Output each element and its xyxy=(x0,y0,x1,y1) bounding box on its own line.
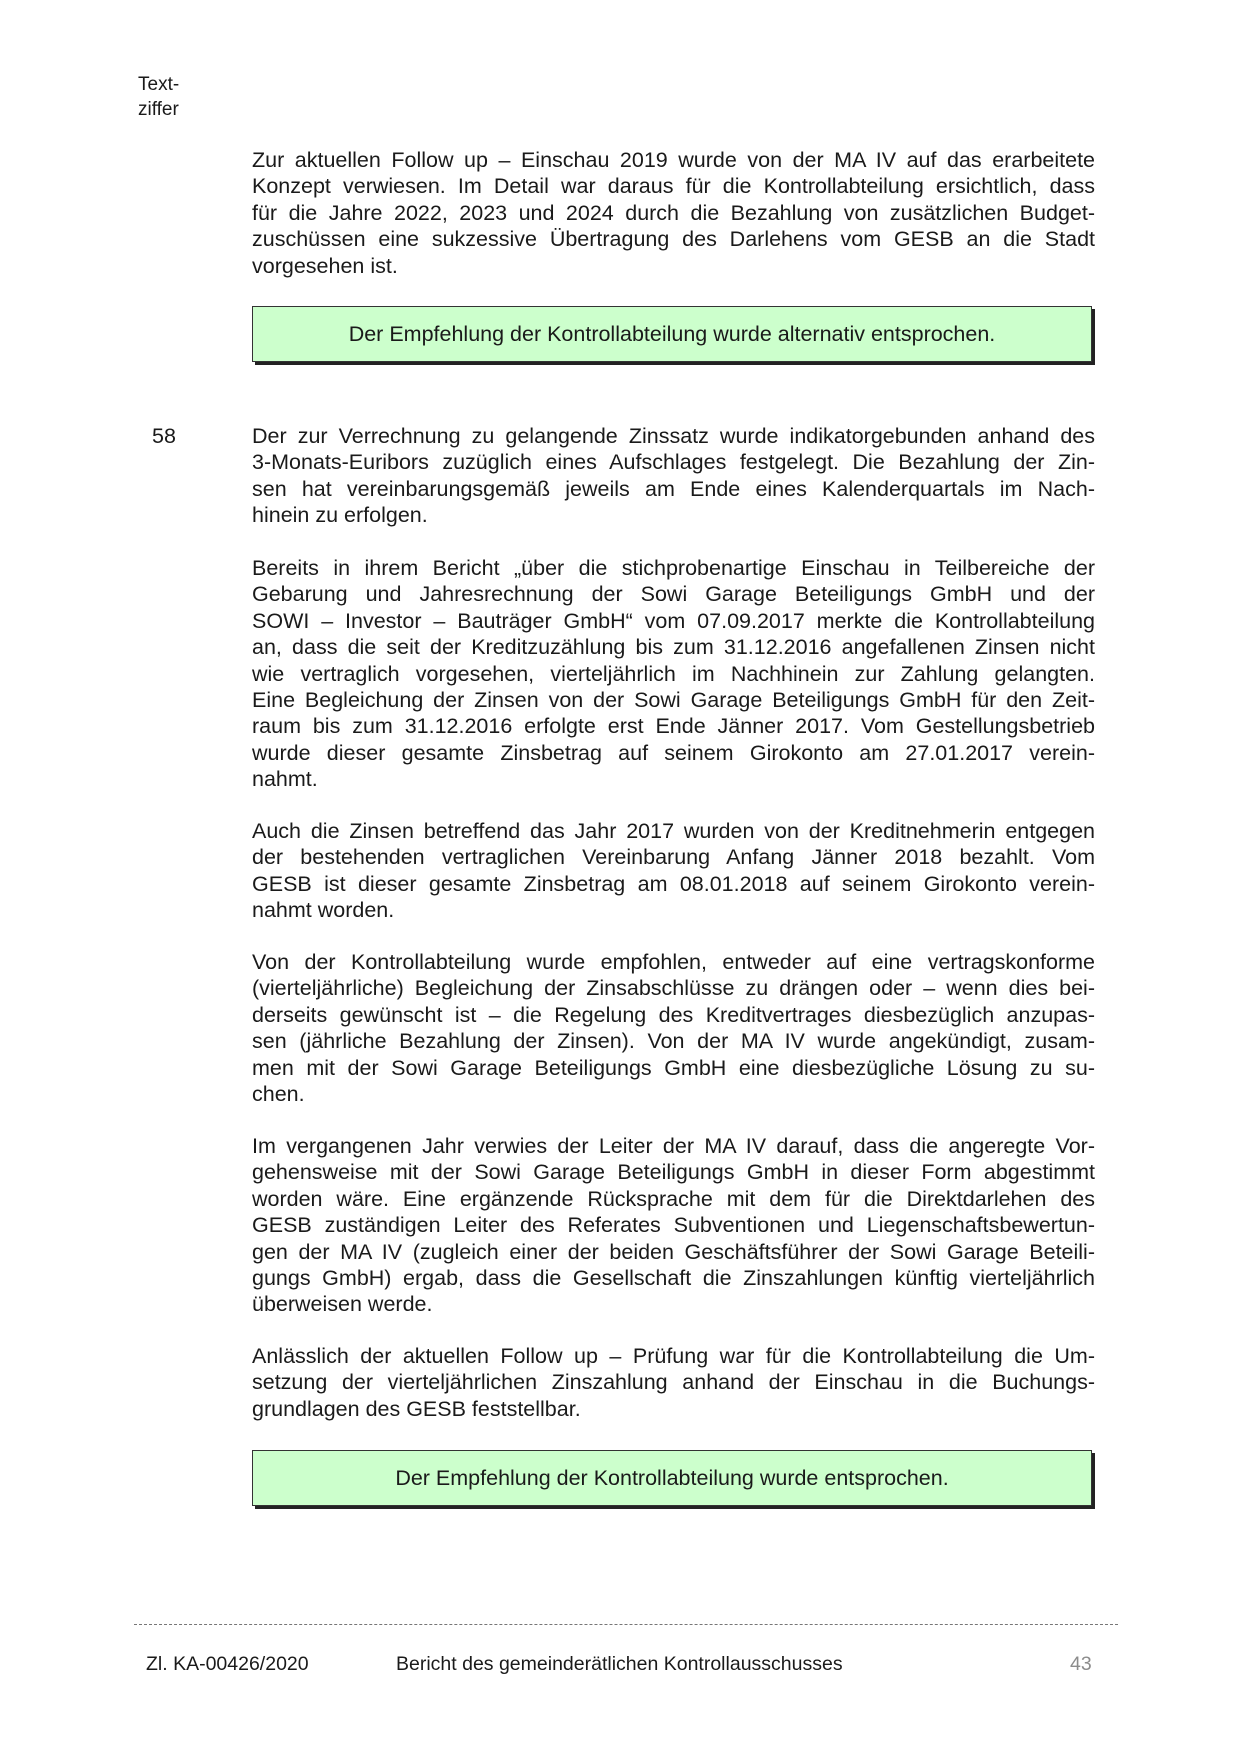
text-line: der bestehenden vertraglichen Vereinbarung Anfang Jänner 2018 bezahlt. Vom xyxy=(252,845,1095,870)
text-line: Anlässlich der aktuellen Follow up – Prüfung war für die Kontrollabteilung die Um- xyxy=(252,1344,1095,1368)
text-line: Bereits in ihrem Bericht „über die stichprobenartige Einschau in Teilbereiche der xyxy=(252,556,1095,580)
text-line: an, dass die seit der Kreditzuzählung bis zum 31.12.2016 angefallenen Zinsen nicht xyxy=(252,635,1095,660)
recommendation-text: Der Empfehlung der Kontrollabteilung wurde alternativ entsprochen. xyxy=(348,321,996,346)
paragraph xyxy=(252,147,1095,279)
text-line: setzung der vierteljährlichen Zinszahlung anhand der Einschau in die Buchungs- xyxy=(252,1370,1095,1395)
paragraph xyxy=(252,949,1095,1107)
section-58-paragraph-4 xyxy=(252,949,1095,1107)
margin-label-line: ziffer xyxy=(138,99,179,120)
text-line: hinein zu erfolgen. xyxy=(252,503,428,528)
intro-paragraph xyxy=(252,147,1095,279)
text-line: gungs GmbH) ergab, dass die Gesellschaft die Zinszahlungen künftig vierteljährlich xyxy=(252,1266,1095,1291)
text-line: Konzept verwiesen. Im Detail war daraus für die Kontrollabteilung ersichtlich, dass xyxy=(252,174,1095,199)
paragraph xyxy=(252,423,1095,529)
text-line: GESB ist dieser gesamte Zinsbetrag am 08.01.2018 auf seinem Girokonto verein- xyxy=(252,871,1095,896)
text-line: gehensweise mit der Sowi Garage Beteiligungs GmbH in dieser Form abgestimmt xyxy=(252,1160,1095,1185)
text-line: Von der Kontrollabteilung wurde empfohlen, entweder auf eine vertragskonforme xyxy=(252,950,1095,974)
paragraph xyxy=(252,818,1095,924)
section-58-paragraph-5 xyxy=(252,1133,1095,1318)
text-line: überweisen werde. xyxy=(252,1292,433,1317)
text-line: zuschüssen eine sukzessive Übertragung des Darlehens vom GESB an die Stadt xyxy=(252,227,1095,252)
text-line: raum bis zum 31.12.2016 erfolgte erst Ende Jänner 2017. Vom Gestellungsbetrieb xyxy=(252,714,1095,739)
text-line: 3-Monats-Euribors zuzüglich eines Aufschlages festgelegt. Die Bezahlung der Zin- xyxy=(252,450,1095,475)
section-58-paragraph-2 xyxy=(252,555,1095,793)
text-line: grundlagen des GESB feststellbar. xyxy=(252,1396,581,1421)
text-line: Auch die Zinsen betreffend das Jahr 2017 wurden von der Kreditnehmerin entgegen xyxy=(252,819,1095,843)
text-line: sen (jährliche Bezahlung der Zinsen). Von der MA IV wurde angekündigt, zusam- xyxy=(252,1029,1095,1054)
text-line: chen. xyxy=(252,1082,305,1107)
paragraph xyxy=(252,555,1095,793)
page-number: 43 xyxy=(1070,1653,1092,1675)
text-number: 58 xyxy=(152,424,176,448)
text-line: derseits gewünscht ist – die Regelung des Kreditvertrages diesbezüglich anzupas- xyxy=(252,1002,1095,1027)
section-58-paragraph-3 xyxy=(252,818,1095,924)
text-line: vorgesehen ist. xyxy=(252,253,398,278)
text-line: für die Jahre 2022, 2023 und 2024 durch die Bezahlung von zusätzlichen Budget- xyxy=(252,200,1095,225)
footer-title: Bericht des gemeinderätlichen Kontrollausschusses xyxy=(396,1653,843,1675)
text-line: nahmt. xyxy=(252,767,318,792)
text-line: wurde dieser gesamte Zinsbetrag auf seinem Girokonto am 27.01.2017 verein- xyxy=(252,740,1095,765)
section-58-paragraph-6 xyxy=(252,1343,1095,1422)
text-line: Zur aktuellen Follow up – Einschau 2019 wurde von der MA IV auf das erarbeitete xyxy=(252,148,1095,172)
margin-label-line: Text- xyxy=(138,74,180,95)
margin-label xyxy=(138,72,179,122)
text-line: sen hat vereinbarungsgemäß jeweils am Ende eines Kalenderquartals im Nach- xyxy=(252,476,1095,501)
text-line: Gebarung und Jahresrechnung der Sowi Garage Beteiligungs GmbH und der xyxy=(252,582,1095,607)
text-line: (vierteljährliche) Begleichung der Zinsabschlüsse zu drängen oder – wenn dies bei- xyxy=(252,976,1095,1001)
paragraph xyxy=(252,1343,1095,1422)
recommendation-box-fulfilled xyxy=(252,1450,1092,1506)
text-line: worden wäre. Eine ergänzende Rücksprache mit dem für die Direktdarlehen des xyxy=(252,1186,1095,1211)
recommendation-text: Der Empfehlung der Kontrollabteilung wurde entsprochen. xyxy=(395,1465,949,1490)
text-line: GESB zuständigen Leiter des Referates Subventionen und Liegenschaftsbewertun- xyxy=(252,1213,1095,1238)
footer-divider xyxy=(134,1624,1118,1625)
text-line: gen der MA IV (zugleich einer der beiden Geschäftsführer der Sowi Garage Beteili- xyxy=(252,1239,1095,1264)
text-line: Im vergangenen Jahr verwies der Leiter der MA IV darauf, dass die angeregte Vor- xyxy=(252,1134,1095,1158)
text-line: SOWI – Investor – Bauträger GmbH“ vom 07.09.2017 merkte die Kontrollabteilung xyxy=(252,608,1095,633)
text-line: Der zur Verrechnung zu gelangende Zinssatz wurde indikatorgebunden anhand des xyxy=(252,424,1095,448)
text-line: wie vertraglich vorgesehen, vierteljährlich im Nachhinein zur Zahlung gelangten. xyxy=(252,661,1095,686)
recommendation-box-alternative xyxy=(252,306,1092,362)
text-line: men mit der Sowi Garage Beteiligungs GmbH eine diesbezügliche Lösung zu su- xyxy=(252,1055,1095,1080)
section-58-paragraph-1 xyxy=(252,423,1095,529)
paragraph xyxy=(252,1133,1095,1318)
text-line: nahmt worden. xyxy=(252,898,395,923)
text-line: Eine Begleichung der Zinsen von der Sowi Garage Beteiligungs GmbH für den Zeit- xyxy=(252,688,1095,713)
footer-reference: Zl. KA-00426/2020 xyxy=(146,1653,309,1675)
